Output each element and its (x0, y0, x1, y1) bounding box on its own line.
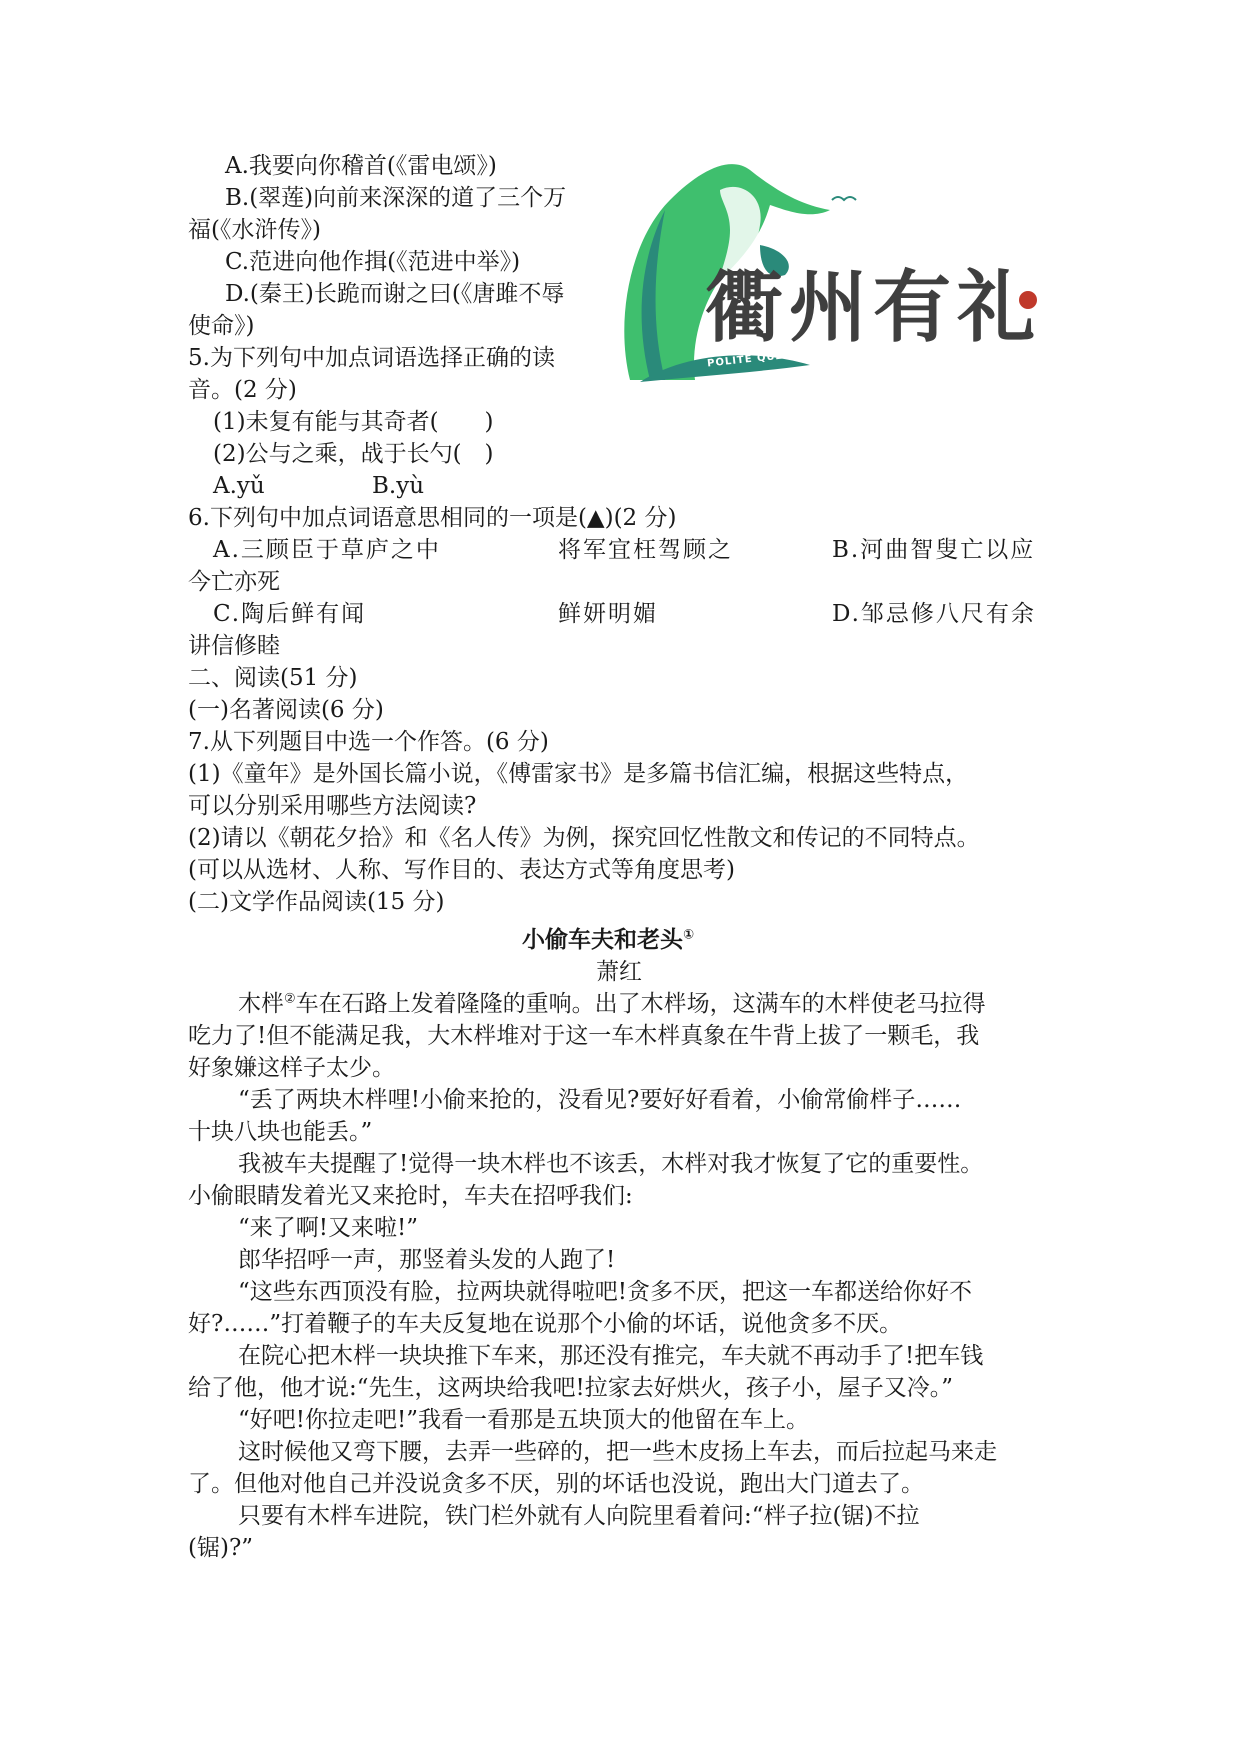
q7-stem: 7.从下列题目中选一个作答。(6 分) (188, 729, 549, 755)
q4-option-b-cont: 福(《水浒传》) (188, 217, 321, 243)
q6-option-a-pair: 将军宜枉驾顾之 (558, 537, 733, 563)
q7-option-2-cont: (可以从选材、人称、写作目的、表达方式等角度思考) (188, 857, 735, 883)
q6-option-b-pair: 今亡亦死 (188, 569, 280, 595)
paragraph-line: 木柈②车在石路上发着隆隆的重响。出了木柈场，这满车的木柈使老马拉得 (238, 991, 986, 1017)
paragraph-line: “丢了两块木柈哩!小偷来抢的，没看见?要好好看着，小偷常偷柈子…… (238, 1087, 962, 1113)
paragraph-line: 这时候他又弯下腰，去弄一些碎的，把一些木皮扬上车去，而后拉起马来走 (238, 1439, 997, 1465)
q7-option-2: (2)请以《朝花夕拾》和《名人传》为例，探究回忆性散文和传记的不同特点。 (188, 825, 980, 851)
section-heading: 二、阅读(51 分) (188, 665, 358, 691)
logo-subtitle: POLITE QUZHOU (706, 347, 813, 370)
q5-option-b: B.yù (372, 473, 425, 499)
paragraph-line: 给了他，他才说:“先生，这两块给我吧!拉家去好烘火，孩子小，屋子又冷。” (188, 1375, 954, 1401)
subsection-heading: (一)名著阅读(6 分) (188, 697, 384, 723)
q6-stem: 6.下列句中加点词语意思相同的一项是(▲)(2 分) (188, 505, 677, 531)
q6-option-c-pair: 鲜妍明媚 (558, 601, 658, 627)
q5-option-a: A.yǔ (213, 473, 265, 499)
q6-option-b: B.河曲智叟亡以应 (832, 537, 1036, 563)
paragraph-line: “好吧!你拉走吧!”我看一看那是五块顶大的他留在车上。 (238, 1407, 810, 1433)
paragraph-line: 了。但他对他自己并没说贪多不厌，别的坏话也没说，跑出大门道去了。 (188, 1471, 924, 1497)
paragraph-line: (锯)?” (188, 1535, 254, 1561)
q5-stem: 5.为下列句中加点词语选择正确的读 (188, 345, 555, 371)
paragraph-line: 十块八块也能丢。” (188, 1119, 373, 1145)
paragraph-line: 小偷眼睛发着光又来抢时，车夫在招呼我们: (188, 1183, 633, 1209)
q4-option-a: A.我要向你稽首(《雷电颂》) (225, 153, 497, 179)
q6-option-d: D.邹忌修八尺有余 (832, 601, 1036, 627)
q7-option-1-cont: 可以分别采用哪些方法阅读? (188, 793, 477, 819)
q4-option-c: C.范进向他作揖(《范进中举》) (225, 249, 521, 275)
logo-wordmark: 衢州有礼 (705, 263, 1042, 353)
paragraph-line: 好?……”打着鞭子的车夫反复地在说那个小偷的坏话，说他贪多不厌。 (188, 1311, 903, 1337)
story-author: 萧红 (596, 959, 642, 985)
q4-option-d: D.(秦王)长跪而谢之曰(《唐雎不辱 (225, 281, 565, 307)
q6-option-c: C.陶后鲜有闻 (213, 601, 367, 627)
story-title: 小偷车夫和老头① (522, 927, 695, 953)
paragraph-line: 好象嫌这样子太少。 (188, 1055, 395, 1081)
q5-stem-cont: 音。(2 分) (188, 377, 297, 403)
q5-sentence-2: (2)公与之乘，战于长勺( ) (213, 441, 494, 467)
q4-option-d-cont: 使命》) (188, 313, 255, 339)
q6-option-d-pair: 讲信修睦 (188, 633, 280, 659)
paragraph-line: 在院心把木柈一块块推下车来，那还没有推完，车夫就不再动手了!把车钱 (238, 1343, 984, 1369)
footnote-mark: ② (284, 991, 296, 1007)
paragraph-line: “这些东西顶没有脸，拉两块就得啦吧!贪多不厌，把这一车都送给你好不 (238, 1279, 973, 1305)
q7-option-1: (1)《童年》是外国长篇小说，《傅雷家书》是多篇书信汇编，根据这些特点， (188, 761, 969, 787)
q5-sentence-1: (1)未复有能与其奇者( ) (213, 409, 494, 435)
q6-option-a: A.三顾臣于草庐之中 (213, 537, 441, 563)
paragraph-line: “来了啊!又来啦!” (238, 1215, 419, 1241)
paragraph-line: 只要有木柈车进院，铁门栏外就有人向院里看着问:“柈子拉(锯)不拉 (238, 1503, 920, 1529)
paragraph-line: 吃力了!但不能满足我，大木柈堆对于这一车木柈真象在牛背上拔了一颗毛，我 (188, 1023, 980, 1049)
paragraph-line: 我被车夫提醒了!觉得一块木柈也不该丢，木柈对我才恢复了它的重要性。 (238, 1151, 984, 1177)
q4-option-b: B.(翠莲)向前来深深的道了三个万 (225, 185, 567, 211)
footnote-mark: ① (683, 927, 695, 943)
subsection-heading-2: (二)文学作品阅读(15 分) (188, 889, 445, 915)
paragraph-line: 郎华招呼一声，那竖着头发的人跑了! (238, 1247, 616, 1273)
quzhou-logo (610, 150, 1070, 400)
